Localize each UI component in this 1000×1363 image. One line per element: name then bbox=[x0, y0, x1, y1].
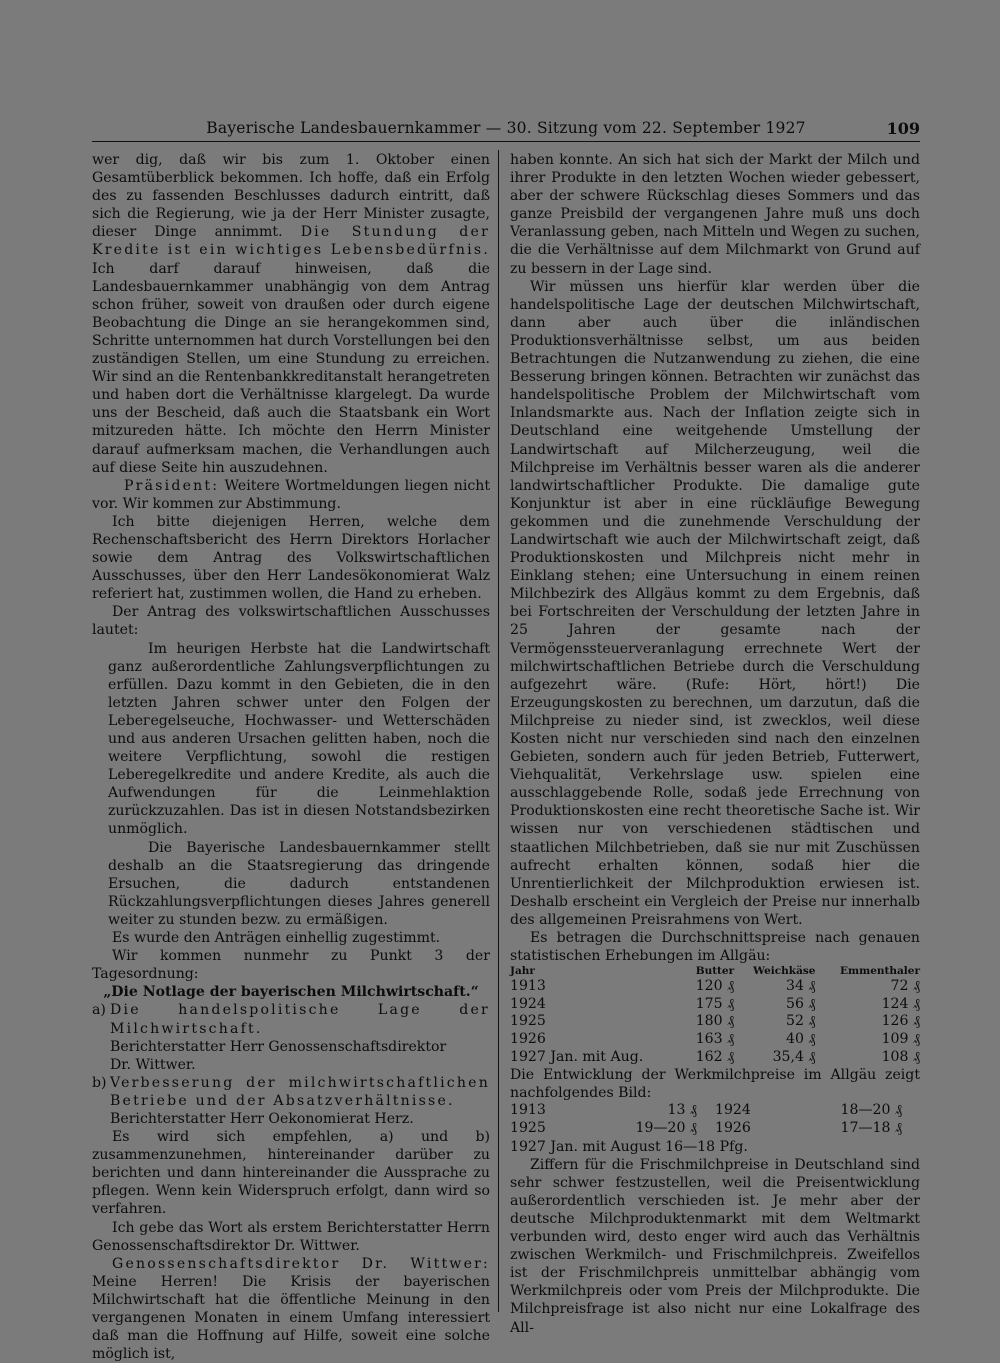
table-cell: 1926 bbox=[714, 1119, 751, 1136]
paragraph: Es wurde den Anträgen einhellig zugestimmt. bbox=[112, 930, 441, 947]
table-row bbox=[510, 1049, 920, 1067]
paragraph: haben konnte. An sich hat sich der Markt der Milch und ihrer Produkte in den letzten Wochen wieder gebessert, aber der schwere Rückschlag dieses Sommers und das ganze Preisbild der vergangenen Jahre muß uns doch Veranlassung geben, nach Mitteln und Wegen zu suchen, die die Verhältnisse auf dem Milchmarkt von Grund auf zu bessern in der Lage sind. bbox=[510, 152, 920, 277]
text-span: wer dig, daß wir bis zum 1. Oktober einen Gesamtüberblick bekommen. Ich hoffe, daß ein Erfolg des zu fassenden Beschlusses dadurch eintritt, daß sich die Regierung, wie ja der Herr Minister zusagte, dieser Dinge annimmt. bbox=[92, 152, 490, 241]
paragraph: Der Antrag des volkswirtschaftlichen Ausschusses lautet: bbox=[92, 604, 490, 639]
paragraph bbox=[92, 151, 490, 477]
column-header: Weichkäse bbox=[753, 965, 816, 978]
table-cell: 1924 bbox=[714, 1102, 751, 1119]
quote-paragraph: Die Bayerische Landesbauernkammer stellt deshalb an die Staatsregierung das dringende Ersuchen, die dadurch entstandenen Rückzahlungsverpflichtungen dieses Jahres generell weiter zu stunden bezw. zu ermäßigen. bbox=[108, 839, 490, 928]
paragraph: Wir kommen nunmehr zu Punkt 3 der Tagesordnung: bbox=[92, 948, 490, 983]
speaker-name: Genossenschaftsdirektor Dr. Wittwer: bbox=[112, 1255, 490, 1272]
table-cell: 1926 bbox=[510, 1031, 546, 1047]
table-cell: 35,4 ₰ bbox=[772, 1048, 816, 1065]
text-span: Meine Herren! Die Krisis der bayerischen Milchwirtschaft hat die öffentliche Meinung in den vergangenen Monaten in einem Umfang interessiert daß man die Hoffnung auf Hilfe, soweit eine solche möglich ist, bbox=[92, 1273, 490, 1363]
page-number: 109 bbox=[886, 119, 920, 138]
table-cell: 1925 bbox=[510, 1013, 546, 1030]
agenda-item-b bbox=[92, 1074, 490, 1128]
text-span: Ich darf darauf hinweisen, daß die Landesbauernkammer unabhängig von dem Antrag schon früher, soweit von draußen oder durch eigene Beobachtung die Dinge an sie herangekommen sind, Schritte unternommen hat durch Vorstellungen bei den zuständigen Stellen, um eine Stundung zu erreichen. Wir sind an die Rentenbankkreditanstalt herangetreten und haben dort die Verhältnisse klargelegt. Da wurde uns der Bescheid, daß auch die Staatsbank ein Wort mitzureden hätte. Ich möchte den Herrn Minister darauf aufmerksam machen, die Verhandlungen auch auf diese Seite hin auszudehnen. bbox=[92, 260, 490, 476]
item-label: b) bbox=[92, 1074, 107, 1091]
item-body bbox=[110, 1001, 490, 1073]
agenda-item-a bbox=[92, 1001, 490, 1073]
table-row bbox=[510, 996, 920, 1014]
quote-paragraph: Im heurigen Herbste hat die Landwirtschaft ganz außerordentliche Zahlungsverpflichtungen zu erfüllen. Dazu kommt in den Gebieten, die in den letzten Jahren schwer unter den Folgen der Lebeгegelseuche, Hochwasser- und Wetterschäden und aus anderen Ursachen gelitten haben, noch die weitere Verpflichtung, sowohl die restigen Leberegelkredite und andere Kredite, als auch die Aufwendungen für die Leinmehlaktion zurückzuzahlen. Das ist in diesen Notstandsbezirken unmöglich. bbox=[108, 640, 490, 838]
paragraph: Ich gebe das Wort als erstem Berichterstatter Herrn Genossenschaftsdirektor Dr. Wittwer. bbox=[92, 1219, 490, 1254]
table-header-row bbox=[510, 965, 920, 978]
item-body bbox=[110, 1074, 490, 1128]
column-divider bbox=[498, 150, 499, 1312]
table-cell: 162 ₰ bbox=[695, 1048, 735, 1065]
table-cell: 126 ₰ bbox=[881, 1013, 920, 1030]
paragraph: Wir müssen uns hierfür klar werden über die handelspolitische Lage der deutschen Milchwirtschaft, dann aber auch über die inländischen Produktionsverhältnisse selbst, um aus beiden Betrachtungen die Nutzanwendung zu ziehen, die eine Besserung bringen können. Betrachten wir zunächst das handelspolitische Problem der Milchwirtschaft vom Inlandsmarkte aus. Nach der Inflation zeigte sich in Deutschland eine weitgehende Umstellung der Landwirtschaft auf Milcherzeugung, weil die Milchpreise im Verhältnis besser waren als die anderer landwirtschaftlicher Produkte. Die damalige gute Konjunktur ist aber in eine rückläufige Bewegung gekommen und die zunehmende Verschuldung der Landwirtschaft wie auch der Milchwirtschaft zeigt, daß Produktionskosten und Milchpreis nicht mehr in Einklang stehen; eine Untersuchung in einem reinen Milchbezirk des Allgäus kommt zu dem Ergebnis, daß bei Fortschreiten der Verschuldung der letzten Jahre in 25 Jahren der gesamte nach der Vermögenssteuerveranlagung errechnete Wert der milchwirtschaftlichen Betriebe durch die Verschuldung aufgezehrt wäre. (Rufe: Hört, hört!) Die Erzeugungskosten zu berechnen, um darzutun, daß die Milchpreise zu nieder sind, ist zwecklos, weil diese Kosten nicht nur verschieden sind nach den einzelnen Gebieten, sondern auch für jeden Betrieb, Futterwert, Viehqualität, Verkehrslage usw. spielen eine ausschlaggebende Rolle, sodaß jede Errechnung von Produktionskosten eine recht theoretische Sache ist. Wir wissen nur von verschiedenen städtischen und staatlichen Milchbetrieben, daß sie nur mit Zuschüssen aufrecht erhalten können, sodaß hier die Unrentierlichkeit der Milchproduktion erwiesen ist. Deshalb erscheint ein Vergleich der Preise nur innerhalb des allgemeinen Preisrahmens von Wert. bbox=[510, 278, 920, 928]
paragraph bbox=[92, 477, 490, 513]
column-header: Jahr bbox=[510, 965, 535, 978]
item-title: Verbesserung der milchwirtschaftlichen Betriebe und der Absatzverhältnisse. bbox=[110, 1074, 490, 1109]
table-cell: 1925 bbox=[510, 1119, 546, 1136]
paragraph bbox=[92, 1255, 490, 1363]
table-cell: 1913 bbox=[510, 978, 546, 995]
item-reporter: Berichterstatter Herr Genossenschaftsdirektor bbox=[110, 1038, 447, 1055]
table-cell: 56 ₰ bbox=[786, 995, 816, 1012]
werkmilch-table bbox=[510, 1102, 920, 1137]
item-title: Die handelspolitische Lage der Milchwirtschaft. bbox=[110, 1002, 490, 1037]
table-cell: 13 ₰ bbox=[667, 1102, 697, 1119]
running-title: Bayerische Landesbauernkammer — 30. Sitzung vom 22. September 1927 bbox=[206, 119, 806, 137]
price-table bbox=[510, 965, 920, 1066]
table-row bbox=[510, 1031, 920, 1049]
table-row bbox=[510, 1102, 920, 1120]
table-cell: 108 ₰ bbox=[881, 1048, 920, 1065]
table-cell: 120 ₰ bbox=[695, 978, 735, 995]
left-column bbox=[92, 151, 490, 1363]
table-row bbox=[510, 1120, 920, 1138]
header-rule bbox=[92, 141, 920, 142]
table-cell: 180 ₰ bbox=[695, 1013, 735, 1030]
table-cell: 1927 Jan. mit Aug. bbox=[510, 1048, 644, 1065]
right-column bbox=[510, 151, 920, 1337]
table-cell: 109 ₰ bbox=[881, 1031, 920, 1047]
table-cell: 52 ₰ bbox=[786, 1013, 816, 1030]
table-cell: 163 ₰ bbox=[695, 1031, 735, 1047]
table-footnote-row: 1927 Jan. mit August 16—18 Pfg. bbox=[510, 1138, 748, 1155]
item-reporter: Dr. Wittwer. bbox=[110, 1056, 196, 1073]
column-header: Butter bbox=[695, 965, 735, 978]
paragraph: Ich bitte diejenigen Herren, welche dem Rechenschaftsbericht des Herrn Direktors Horlacher sowie dem Antrag des Volkswirtschaftlichen Ausschusses, über den Herr Landesökonomierat Walz referiert hat, zustimmen wollen, die Hand zu erheben. bbox=[92, 513, 490, 603]
section-heading: „Die Notlage der bayerischen Milchwirtschaft.“ bbox=[103, 984, 479, 1001]
spaced-text: Die Stundung der Kredite ist ein wichtiges Lebensbedürfnis. bbox=[92, 224, 491, 259]
paragraph: Ziffern für die Frischmilchpreise in Deutschland sind sehr schwer festzustellen, weil die Preisentwicklung außerordentlich verschieden ist. Je mehr aber der deutsche Milchproduktenmarkt mit dem Weltmarkt verbunden wird, desto enger wird auch das Verhältnis zwischen Werkmilch- und Frischmilchpreis. Zweifellos ist der Frischmilchpreis unmittelbar abhängig vom Werkmilchpreis oder vom Preis der Milchprodukte. Die Milchpreisfrage ist also nicht nur eine Lokalfrage des All- bbox=[510, 1156, 920, 1336]
item-label: a) bbox=[92, 1002, 106, 1019]
table-row bbox=[510, 978, 920, 996]
table-cell: 175 ₰ bbox=[695, 995, 735, 1012]
speaker-name: Präsident: bbox=[124, 477, 220, 494]
paragraph: Es wird sich empfehlen, a) und b) zusammenzunehmen, hintereinander darüber zu berichten und dann hintereinander die Aussprache zu pflegen. Wenn kein Widerspruch erfolgt, dann wird so verfahren. bbox=[92, 1129, 490, 1218]
table-cell: 18—20 ₰ bbox=[840, 1102, 902, 1119]
table-cell: 1924 bbox=[510, 995, 546, 1012]
paragraph: Die Entwicklung der Werkmilchpreise im Allgäu zeigt nachfolgendes Bild: bbox=[510, 1067, 920, 1102]
table-cell: 34 ₰ bbox=[786, 978, 816, 995]
table-cell: 40 ₰ bbox=[786, 1031, 816, 1047]
table-cell: 124 ₰ bbox=[881, 995, 920, 1012]
running-header bbox=[92, 119, 920, 139]
text-span: Weitere Wortmeldungen liegen nicht vor. Wir kommen zur Abstimmung. bbox=[92, 477, 490, 512]
table-cell: 19—20 ₰ bbox=[635, 1119, 697, 1136]
paragraph: Es betragen die Durchschnittspreise nach genauen statistischen Erhebungen im Allgäu: bbox=[510, 930, 920, 965]
column-header: Emmenthaler bbox=[839, 965, 920, 978]
table-row bbox=[510, 1013, 920, 1031]
table-cell: 1913 bbox=[510, 1102, 546, 1119]
item-reporter: Berichterstatter Herr Oekonomierat Herz. bbox=[110, 1110, 414, 1127]
table-cell: 72 ₰ bbox=[890, 978, 920, 995]
table-cell: 17—18 ₰ bbox=[840, 1119, 902, 1136]
